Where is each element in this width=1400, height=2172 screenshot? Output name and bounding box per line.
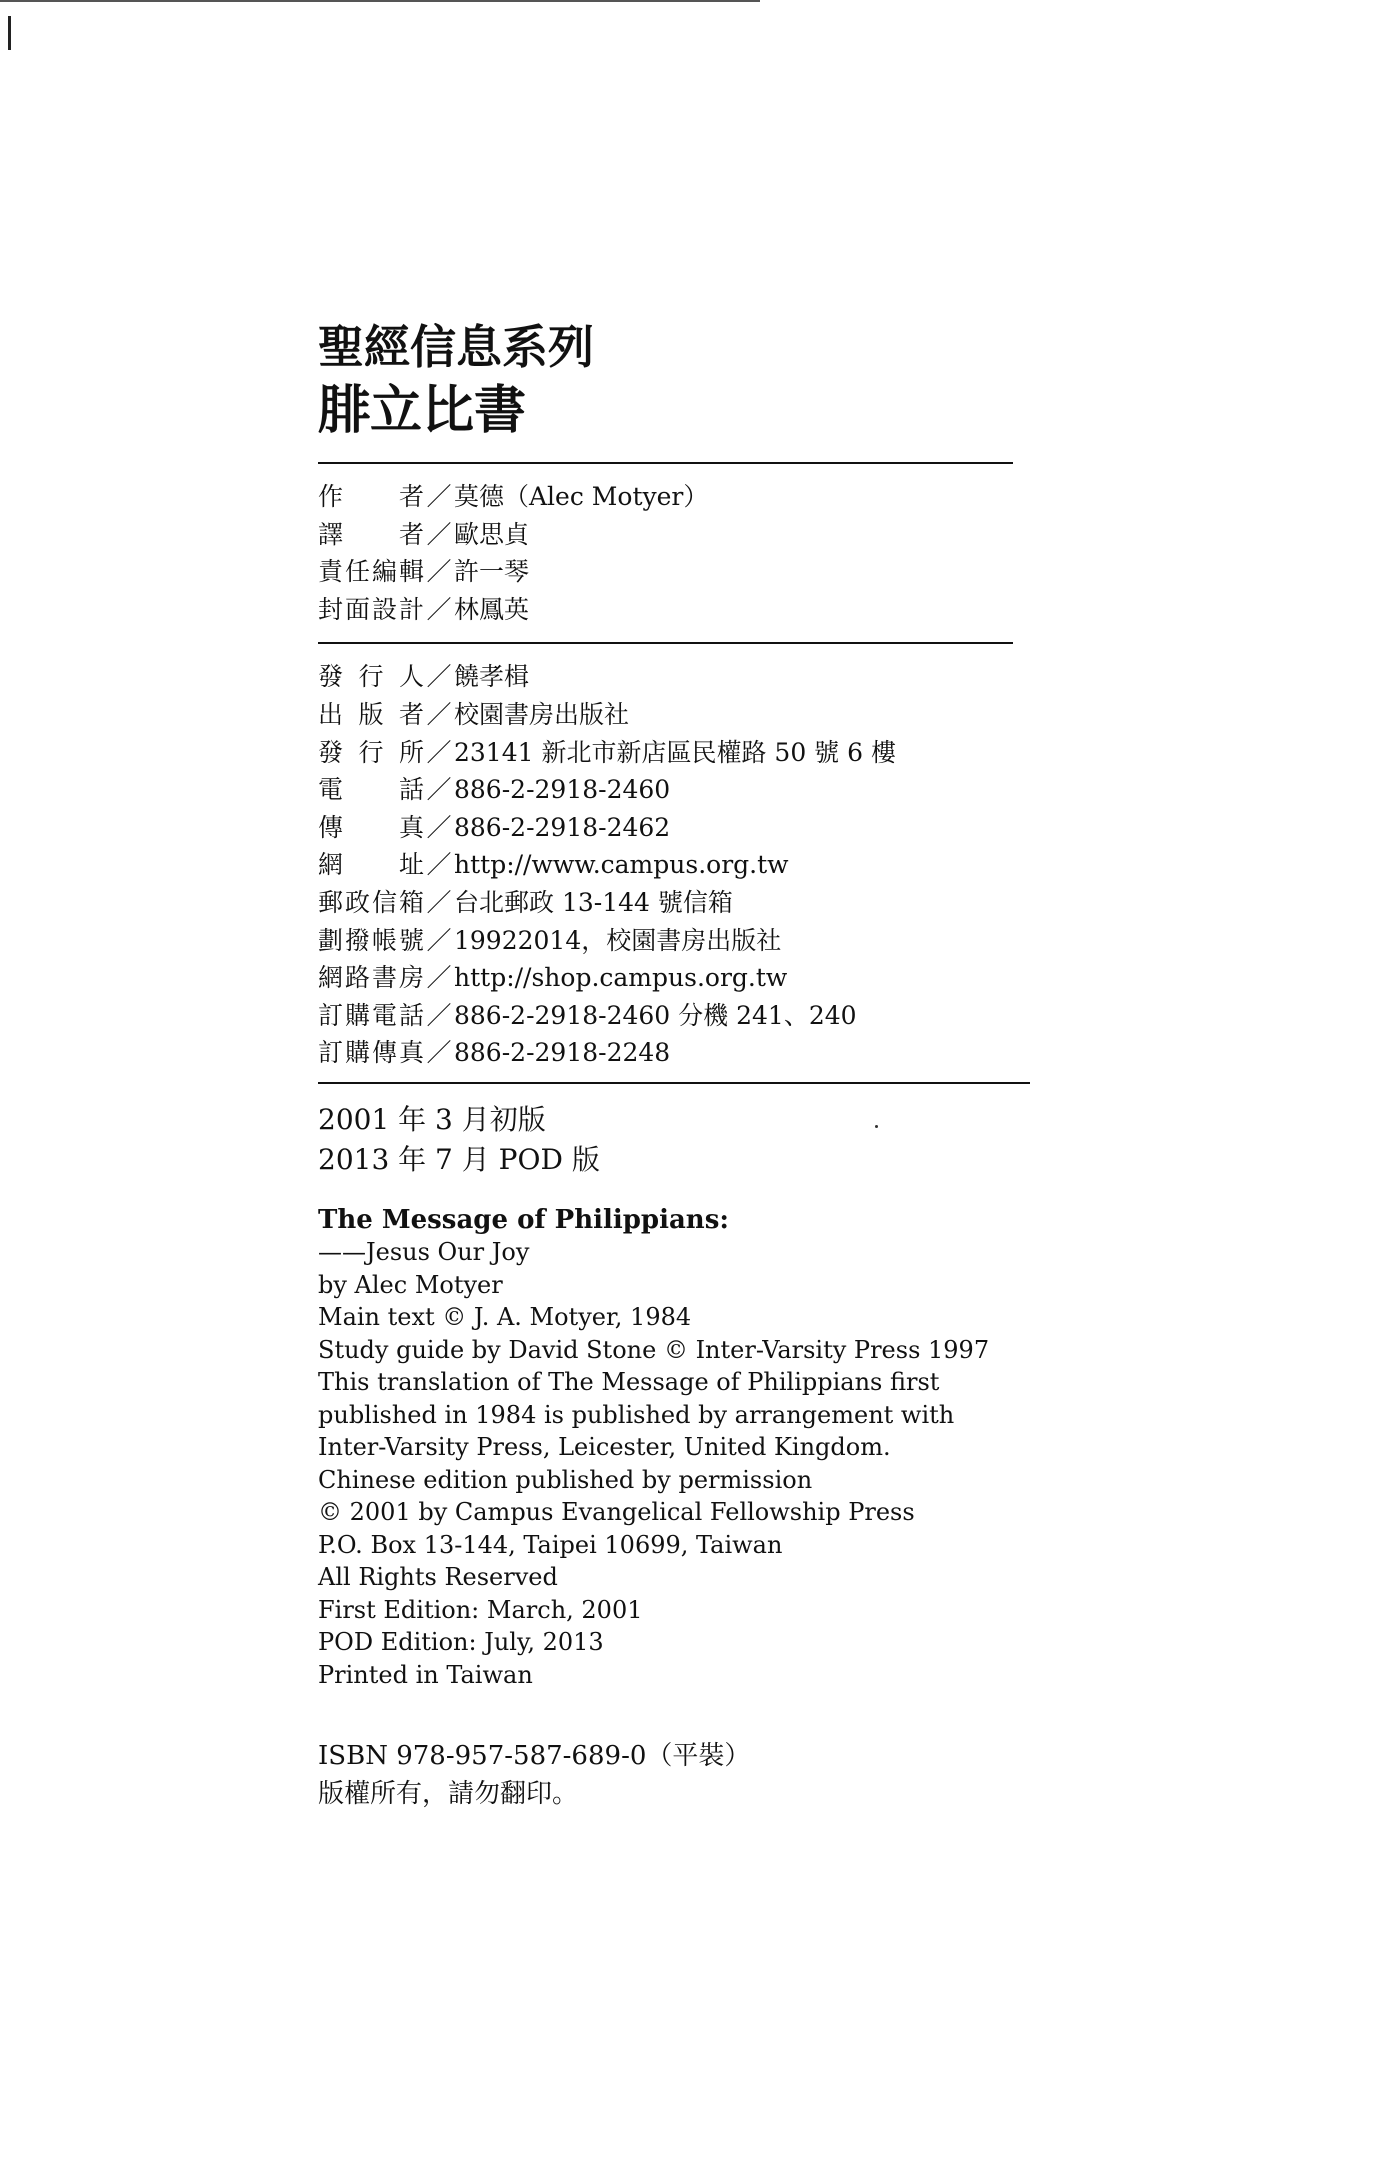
english-line: POD Edition: July, 2013 [318, 1628, 604, 1657]
publisher-row-value: 886-2-2918-2460 分機 241、240 [454, 1000, 857, 1030]
edition-line: 2001 年 3 月初版 [318, 1102, 546, 1136]
slash-separator: ／ [426, 519, 452, 549]
english-line: Main text © J. A. Motyer, 1984 [318, 1303, 692, 1332]
credit-row [318, 478, 1038, 516]
publisher-row-value: http://shop.campus.org.tw [454, 963, 788, 993]
credit-row-label: 封 面 設 計 [318, 594, 424, 624]
publisher-row [318, 959, 1038, 997]
english-line: ——Jesus Our Joy [318, 1238, 530, 1267]
english-line: This translation of The Message of Philippians first [318, 1368, 940, 1397]
credit-row [318, 553, 1038, 591]
publisher-row-label: 劃 撥 帳 號 [318, 925, 424, 955]
publisher-row [318, 771, 1038, 809]
publisher-block [318, 658, 1038, 1072]
copyright-page [318, 318, 1038, 1813]
credit-row-value: 許一琴 [454, 557, 530, 587]
slash-separator: ／ [426, 812, 452, 842]
divider [318, 462, 1013, 464]
credit-row-label: 責 任 編 輯 [318, 557, 424, 587]
publisher-row-label: 發 行 所 [318, 737, 424, 767]
publisher-row-value: 19922014，校園書房出版社 [454, 925, 782, 955]
english-line: published in 1984 is published by arrangement with [318, 1400, 955, 1429]
publisher-row-label: 訂 購 電 話 [318, 1000, 424, 1030]
publisher-row [318, 696, 1038, 734]
english-line: Chinese edition published by permission [318, 1465, 813, 1494]
publisher-row [318, 884, 1038, 922]
divider [318, 642, 1013, 644]
credit-row-label: 作 者 [318, 482, 424, 511]
publisher-row-value: 23141 新北市新店區民權路 50 號 6 樓 [454, 737, 896, 767]
publisher-row [318, 997, 1038, 1035]
english-title: The Message of Philippians: [318, 1204, 729, 1235]
publisher-row-label: 網 址 [318, 850, 424, 880]
slash-separator: ／ [426, 662, 452, 692]
publisher-row [318, 846, 1038, 884]
publisher-row [318, 658, 1038, 696]
slash-separator: ／ [426, 1038, 452, 1068]
publisher-row [318, 922, 1038, 960]
english-line: © 2001 by Campus Evangelical Fellowship Press [318, 1498, 915, 1527]
slash-separator: ／ [426, 775, 452, 805]
isbn-block [318, 1737, 1038, 1813]
book-title: 腓立比書 [318, 381, 527, 441]
slash-separator: ／ [426, 594, 452, 624]
edition-block [318, 1100, 1038, 1180]
rights-notice: 版權所有，請勿翻印。 [318, 1779, 579, 1810]
english-line: Printed in Taiwan [318, 1660, 533, 1689]
slash-separator: ／ [426, 699, 452, 729]
english-line: P.O. Box 13-144, Taipei 10699, Taiwan [318, 1530, 783, 1559]
publisher-row-label: 網 路 書 房 [318, 963, 424, 993]
slash-separator: ／ [426, 557, 452, 587]
publisher-row-label: 訂 購 傳 真 [318, 1038, 424, 1068]
publisher-row [318, 734, 1038, 772]
publisher-row-label: 出 版 者 [318, 699, 424, 729]
english-line: First Edition: March, 2001 [318, 1595, 643, 1624]
slash-separator: ／ [426, 963, 452, 993]
credit-row-value: 莫德（Alec Motyer） [454, 482, 709, 511]
english-line: Study guide by David Stone © Inter-Varsity Press 1997 [318, 1335, 990, 1364]
publisher-row-label: 傳 真 [318, 812, 424, 842]
publisher-row-value: 886-2-2918-2460 [454, 775, 671, 805]
publisher-row-value: 886-2-2918-2248 [454, 1038, 671, 1068]
publisher-row-label: 郵 政 信 箱 [318, 887, 424, 917]
scan-edge-line [0, 0, 760, 2]
slash-separator: ／ [426, 850, 452, 880]
credit-row-label: 譯 者 [318, 519, 424, 549]
slash-separator: ／ [426, 925, 452, 955]
publisher-row-value: 台北郵政 13-144 號信箱 [454, 887, 733, 917]
credit-row [318, 516, 1038, 554]
publisher-row [318, 1034, 1038, 1072]
edition-line: 2013 年 7 月 POD 版 [318, 1142, 600, 1176]
series-title: 聖經信息系列 [318, 320, 594, 374]
publisher-row-value: http://www.campus.org.tw [454, 850, 789, 880]
publisher-row-value: 校園書房出版社 [454, 699, 630, 729]
credit-row-value: 林鳳英 [454, 594, 530, 624]
english-line: All Rights Reserved [318, 1563, 558, 1592]
publisher-row-value: 饒孝楫 [454, 662, 530, 692]
publisher-row-value: 886-2-2918-2462 [454, 812, 671, 842]
publisher-row-label: 發 行 人 [318, 662, 424, 692]
english-line: by Alec Motyer [318, 1270, 503, 1299]
slash-separator: ／ [426, 887, 452, 917]
publisher-row [318, 809, 1038, 847]
english-line: Inter-Varsity Press, Leicester, United Kingdom. [318, 1433, 891, 1462]
credit-row-value: 歐思貞 [454, 519, 530, 549]
credits-block [318, 478, 1038, 628]
credit-row [318, 591, 1038, 629]
slash-separator: ／ [426, 1000, 452, 1030]
slash-separator: ／ [426, 737, 452, 767]
divider [318, 1082, 1030, 1084]
publisher-row-label: 電 話 [318, 775, 424, 805]
english-copyright-block [318, 1204, 1038, 1692]
slash-separator: ／ [426, 482, 452, 511]
scan-mark [8, 16, 11, 50]
isbn: ISBN 978-957-587-689-0（平裝） [318, 1741, 751, 1772]
